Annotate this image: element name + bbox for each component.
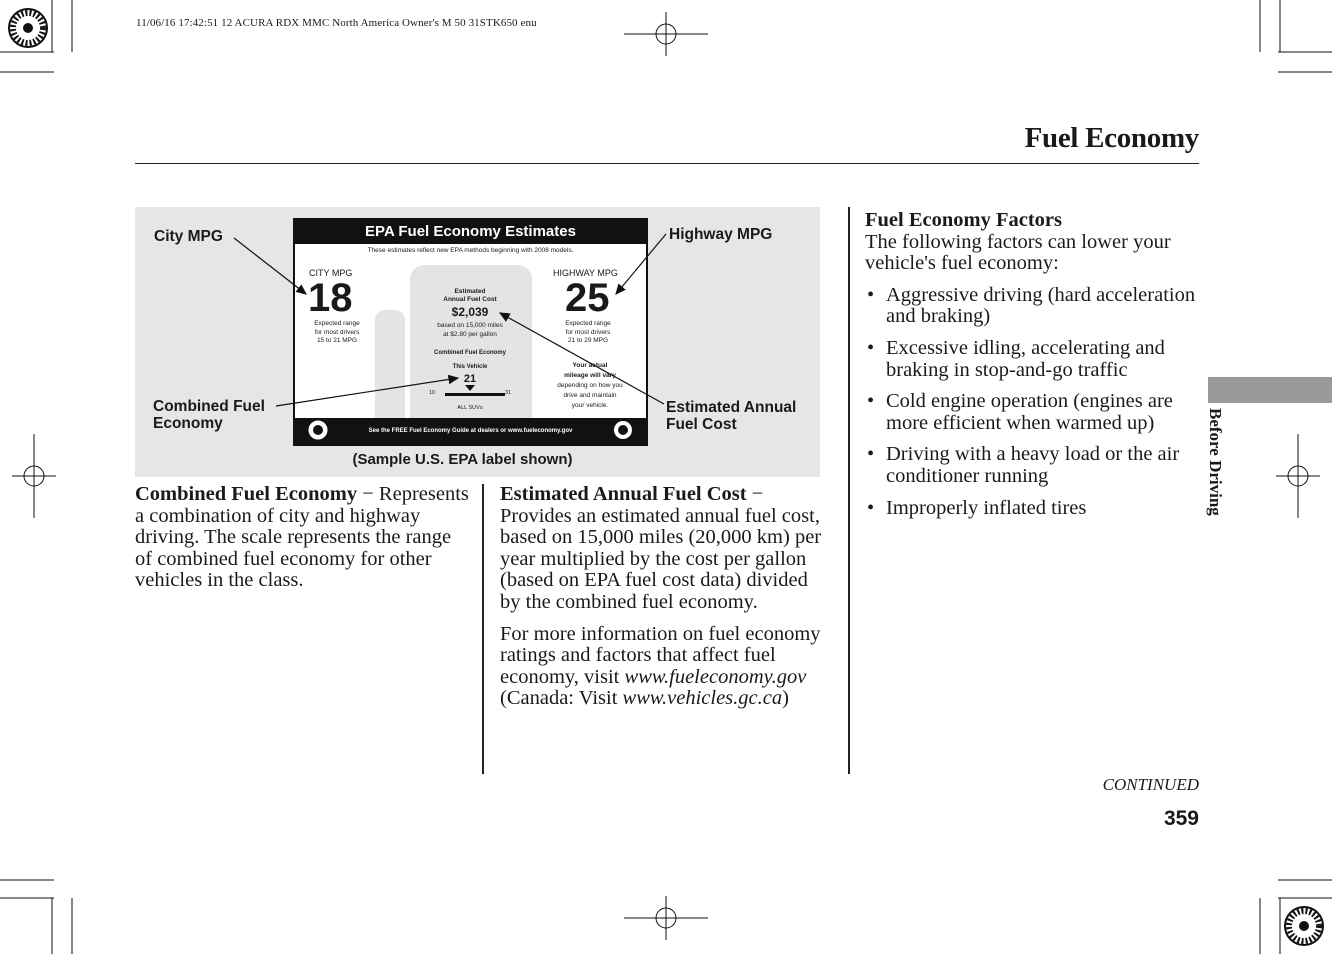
combined-title: Combined Fuel Economy [433, 350, 506, 356]
label-footer-text: See the FREE Fuel Economy Guide at dealers or www.fueleconomy.gov [368, 428, 573, 434]
annual-cost-basis-line: based on 15,000 miles [437, 322, 503, 329]
label-subheading: These estimates reflect new EPA methods beginning with 2008 models. [367, 247, 574, 254]
callout-annual-line: Fuel Cost [666, 416, 737, 433]
highway-mpg-title: HIGHWAY MPG [553, 268, 618, 278]
callout-combined-line: Economy [153, 415, 223, 432]
scale-class: ALL SUVs [457, 405, 483, 411]
list-item: • Driving with a heavy load or the air conditioner running [865, 444, 1200, 487]
mileage-vary-line: Your actual [572, 362, 608, 369]
highway-range-line: for most drivers [565, 328, 611, 336]
definition-dash: − [751, 483, 764, 505]
more-info-text: For more information on fuel economy ratings and factors that affect fuel economy, visit [500, 622, 821, 688]
definition-text: Represents a combination of city and highway driving. The scale represents the range of combined fuel economy for other vehicles in the class. [135, 483, 469, 592]
fuel-economy-factors [865, 210, 1200, 529]
scale-min: 10 [429, 390, 436, 396]
section-tab [1208, 377, 1332, 403]
annual-cost-title-line: Annual Fuel Cost [443, 296, 497, 303]
label-heading: EPA Fuel Economy Estimates [295, 220, 646, 244]
page-number: 359 [1163, 807, 1199, 830]
mileage-vary-line: depending on how you [557, 382, 623, 389]
callout-combined-line: Combined Fuel [153, 398, 265, 415]
annual-fuel-cost-definition [500, 484, 830, 710]
mileage-vary-line: drive and maintain [563, 392, 617, 399]
fueleconomy-link[interactable]: www.fueleconomy.gov [624, 665, 807, 688]
combined-vehicle-label: This Vehicle [452, 364, 488, 370]
factors-heading: Fuel Economy Factors [865, 209, 1062, 231]
list-item: • Aggressive driving (hard acceleration and braking) [865, 285, 1200, 328]
city-mpg-value: 18 [308, 276, 353, 320]
definition-term: Combined Fuel Economy [135, 483, 358, 505]
more-info-text: (Canada: Visit [500, 687, 623, 710]
print-job-header: 11/06/16 17:42:51 12 ACURA RDX MMC North America Owner's M 50 31STK650 enu [136, 17, 537, 29]
combined-fuel-economy-definition [135, 484, 470, 592]
highway-range-line: 21 to 29 MPG [567, 337, 609, 344]
combined-value: 21 [463, 373, 477, 385]
factors-intro: The following factors can lower your vehicle's fuel economy: [865, 230, 1171, 275]
city-range-line: for most drivers [314, 328, 360, 336]
factors-list [865, 285, 1200, 519]
more-info-text: ) [782, 687, 789, 710]
highway-mpg-value: 25 [565, 276, 610, 320]
more-info-paragraph [500, 624, 830, 710]
callout-highway-mpg: Highway MPG [669, 226, 773, 243]
annual-cost-value: $2,039 [451, 305, 489, 319]
definition-dash: − [362, 483, 374, 505]
column-divider [482, 484, 484, 774]
list-item: • Improperly inflated tires [865, 498, 1200, 520]
continued-note: CONTINUED [1102, 775, 1199, 794]
list-item: • Cold engine operation (engines are more efficient when warmed up) [865, 391, 1200, 434]
annual-cost-title-line: Estimated [454, 288, 486, 295]
annual-cost-basis-line: at $2.80 per gallon [443, 330, 497, 338]
column-divider [848, 207, 850, 774]
highway-range-line: Expected range [565, 320, 611, 327]
definition-text: Provides an estimated annual fuel cost, based on 15,000 miles (20,000 km) per year multiplied by the cost per gallon (based on EPA fuel cost data) divided by the combined fuel economy. [500, 504, 822, 613]
city-range-line: Expected range [314, 320, 360, 327]
section-tab-label: Before Driving [1206, 408, 1225, 516]
figure-caption: (Sample U.S. EPA label shown) [352, 451, 573, 468]
city-mpg-title: CITY MPG [309, 268, 353, 278]
annual-cost-paragraph [500, 484, 830, 614]
mileage-vary-line: your vehicle. [571, 402, 609, 409]
definition-term: Estimated Annual Fuel Cost [500, 483, 747, 505]
list-item: • Excessive idling, accelerating and braking in stop-and-go traffic [865, 338, 1200, 381]
callout-city-mpg: City MPG [154, 228, 223, 245]
scale-max: 31 [505, 390, 512, 396]
callout-annual-line: Estimated Annual [666, 399, 797, 416]
mileage-vary-line: mileage will vary [564, 372, 616, 379]
vehicles-gc-link[interactable]: www.vehicles.gc.ca [622, 687, 783, 710]
page-title: Fuel Economy [1024, 122, 1199, 154]
city-range-line: 15 to 21 MPG [316, 337, 358, 344]
